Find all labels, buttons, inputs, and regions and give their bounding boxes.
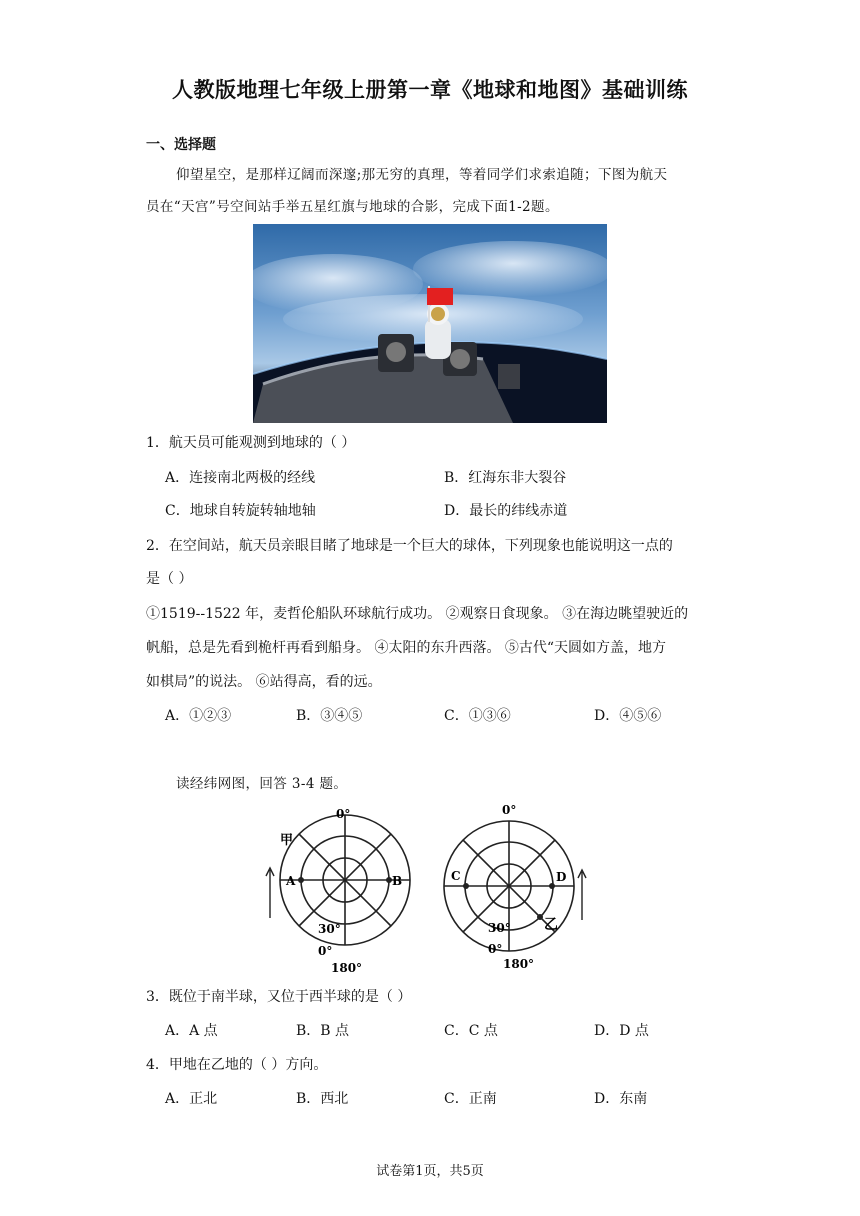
question-4-stem: 4．甲地在乙地的（ ）方向。: [146, 1057, 328, 1073]
question-2-line-1: 2．在空间站，航天员亲眼目睹了地球是一个巨大的球体，下列现象也能说明这一点的: [146, 538, 673, 554]
intro-line-1: 仰望星空，是那样辽阔而深邃;那无穷的真理，等着同学们求索追随；下图为航天: [176, 167, 668, 183]
q2-option-b: B．③④⑤: [296, 708, 363, 724]
left-label-0deg: 0°: [336, 807, 351, 821]
question-2-line-3: ①1519--1522 年，麦哲伦船队环球航行成功。 ②观察日食现象。 ③在海边眺望驶近的: [146, 606, 689, 622]
q2-option-a: A．①②③: [165, 708, 232, 724]
q1-option-a: A．连接南北两极的经线: [165, 470, 316, 486]
q1-option-d: D．最长的纬线赤道: [444, 503, 568, 519]
left-label-0lat: 0°: [318, 944, 333, 958]
intro-line-2: 员在“天宫”号空间站手举五星红旗与地球的合影，完成下面1-2题。: [146, 199, 559, 215]
right-label-0lat: 0°: [488, 942, 503, 956]
q1-option-c: C．地球自转旋转轴地轴: [165, 503, 316, 519]
question-2-line-5: 如棋局”的说法。 ⑥站得高，看的远。: [146, 674, 382, 690]
q4-option-a: A．正北: [165, 1091, 218, 1107]
left-label-30deg: 30°: [318, 922, 341, 936]
astronaut-photo: [253, 224, 607, 423]
q4-option-b: B．西北: [296, 1091, 349, 1107]
question-2-line-4: 帆船，总是先看到桅杆再看到船身。 ④太阳的东升西落。 ⑤古代“天圆如方盖，地方: [146, 640, 667, 656]
point-c-label: C: [451, 869, 461, 883]
right-label-0deg: 0°: [502, 803, 517, 817]
section-heading: 一、选择题: [146, 137, 216, 153]
question-1-stem: 1．航天员可能观测到地球的（ ）: [146, 435, 356, 451]
q4-option-c: C．正南: [444, 1091, 497, 1107]
right-label-30deg: 30°: [488, 921, 511, 935]
q1-option-b: B．红海东非大裂谷: [444, 470, 567, 486]
point-d-label: D: [556, 870, 567, 884]
page-title: 人教版地理七年级上册第一章《地球和地图》基础训练: [172, 78, 688, 102]
point-jia-label: 甲: [280, 833, 294, 848]
point-a-label: A: [286, 874, 296, 888]
point-b-label: B: [392, 874, 403, 888]
q3-option-a: A．A 点: [165, 1023, 218, 1039]
page-footer: 试卷第1页，共5页: [376, 1164, 484, 1179]
question-2-line-2: 是（ ）: [146, 571, 193, 587]
q3-option-b: B．B 点: [296, 1023, 350, 1039]
left-label-180deg: 180°: [331, 961, 363, 975]
graticule-diagram: [262, 800, 602, 976]
point-yi-label: 乙: [544, 917, 558, 933]
map-intro: 读经纬网图，回答 3-4 题。: [176, 776, 348, 792]
q4-option-d: D．东南: [594, 1091, 648, 1107]
q3-option-c: C．C 点: [444, 1023, 498, 1039]
q2-option-d: D．④⑤⑥: [594, 708, 662, 724]
q2-option-c: C．①③⑥: [444, 708, 511, 724]
right-label-180deg: 180°: [503, 957, 535, 971]
q3-option-d: D．D 点: [594, 1023, 649, 1039]
question-3-stem: 3．既位于南半球，又位于西半球的是（ ）: [146, 989, 412, 1005]
